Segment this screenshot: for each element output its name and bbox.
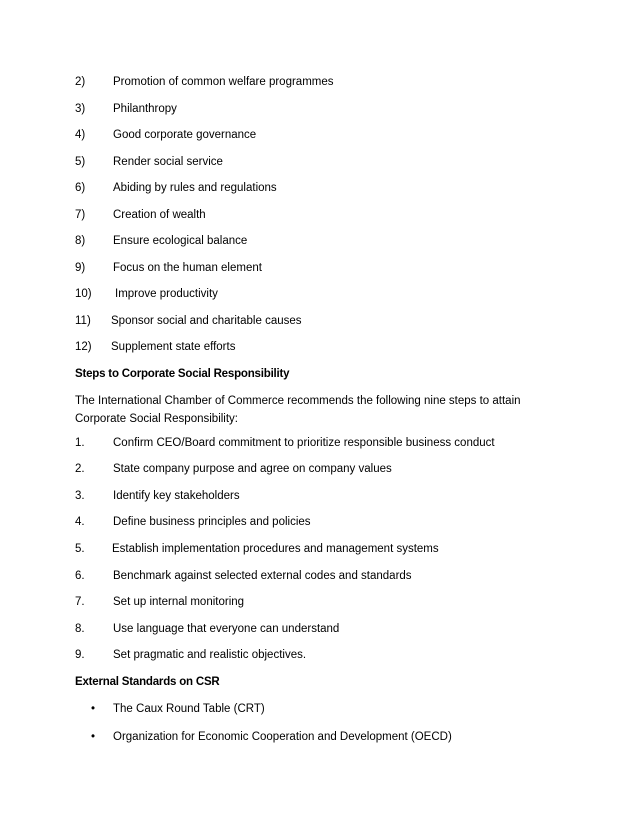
list-number: 12) bbox=[75, 341, 92, 353]
list-item bbox=[0, 232, 638, 250]
list-number: 2) bbox=[75, 76, 86, 88]
bullet-text: Organization for Economic Cooperation and Development (OECD) bbox=[113, 731, 452, 743]
list-number: 4) bbox=[75, 129, 86, 141]
step-number: 5. bbox=[75, 543, 85, 555]
step-number: 4. bbox=[75, 516, 85, 528]
bullet-icon: • bbox=[91, 731, 96, 743]
step-text: Confirm CEO/Board commitment to prioritize responsible business conduct bbox=[113, 437, 495, 449]
section-heading-steps bbox=[0, 365, 638, 383]
step-item bbox=[0, 487, 638, 505]
list-item bbox=[0, 126, 638, 144]
step-text: Use language that everyone can understand bbox=[113, 623, 340, 635]
step-text: Set up internal monitoring bbox=[113, 596, 245, 608]
step-item bbox=[0, 460, 638, 478]
list-text: Supplement state efforts bbox=[111, 341, 236, 353]
list-text: Ensure ecological balance bbox=[113, 235, 248, 247]
list-text: Improve productivity bbox=[115, 288, 218, 300]
section-heading-standards bbox=[0, 673, 638, 691]
list-text: Focus on the human element bbox=[113, 262, 262, 274]
list-item bbox=[0, 179, 638, 197]
list-text: Sponsor social and charitable causes bbox=[111, 315, 302, 327]
step-text: Establish implementation procedures and management systems bbox=[112, 543, 439, 555]
step-item bbox=[0, 540, 638, 558]
list-number: 6) bbox=[75, 182, 86, 194]
step-text: Benchmark against selected external codes and standards bbox=[113, 570, 412, 582]
list-item bbox=[0, 153, 638, 171]
list-number: 10) bbox=[75, 288, 92, 300]
list-text: Good corporate governance bbox=[113, 129, 257, 141]
step-number: 9. bbox=[75, 649, 85, 661]
step-item bbox=[0, 593, 638, 611]
step-item bbox=[0, 646, 638, 664]
step-item bbox=[0, 513, 638, 531]
step-number: 3. bbox=[75, 490, 85, 502]
step-number: 6. bbox=[75, 570, 85, 582]
heading-text: External Standards on CSR bbox=[75, 676, 220, 688]
list-text: Philanthropy bbox=[113, 103, 177, 115]
list-item bbox=[0, 73, 638, 91]
list-text: Abiding by rules and regulations bbox=[113, 182, 277, 194]
list-number: 9) bbox=[75, 262, 86, 274]
step-number: 8. bbox=[75, 623, 85, 635]
heading-text: Steps to Corporate Social Responsibility bbox=[75, 368, 290, 380]
list-number: 5) bbox=[75, 156, 86, 168]
step-text: State company purpose and agree on company values bbox=[113, 463, 392, 475]
bullet-item bbox=[0, 700, 638, 718]
list-number: 7) bbox=[75, 209, 86, 221]
list-number: 8) bbox=[75, 235, 86, 247]
step-item bbox=[0, 567, 638, 585]
bullet-text: The Caux Round Table (CRT) bbox=[113, 703, 265, 715]
list-item bbox=[0, 259, 638, 277]
step-number: 7. bbox=[75, 596, 85, 608]
step-number: 1. bbox=[75, 437, 85, 449]
list-item bbox=[0, 312, 638, 330]
step-text: Set pragmatic and realistic objectives. bbox=[113, 649, 307, 661]
list-number: 11) bbox=[75, 315, 91, 327]
list-number: 3) bbox=[75, 103, 86, 115]
bullet-item bbox=[0, 728, 638, 746]
list-item bbox=[0, 206, 638, 224]
step-item bbox=[0, 620, 638, 638]
step-item bbox=[0, 434, 638, 452]
bullet-icon: • bbox=[91, 703, 96, 715]
step-number: 2. bbox=[75, 463, 85, 475]
list-item bbox=[0, 285, 638, 303]
step-text: Identify key stakeholders bbox=[113, 490, 240, 502]
list-text: Creation of wealth bbox=[113, 209, 206, 221]
list-text: Render social service bbox=[113, 156, 223, 168]
list-text: Promotion of common welfare programmes bbox=[113, 76, 334, 88]
step-text: Define business principles and policies bbox=[113, 516, 311, 528]
intro-paragraph: The International Chamber of Commerce recommends the following nine steps to attain Corporate Social Responsibility: bbox=[75, 395, 521, 425]
list-item bbox=[0, 338, 638, 356]
list-item bbox=[0, 100, 638, 118]
